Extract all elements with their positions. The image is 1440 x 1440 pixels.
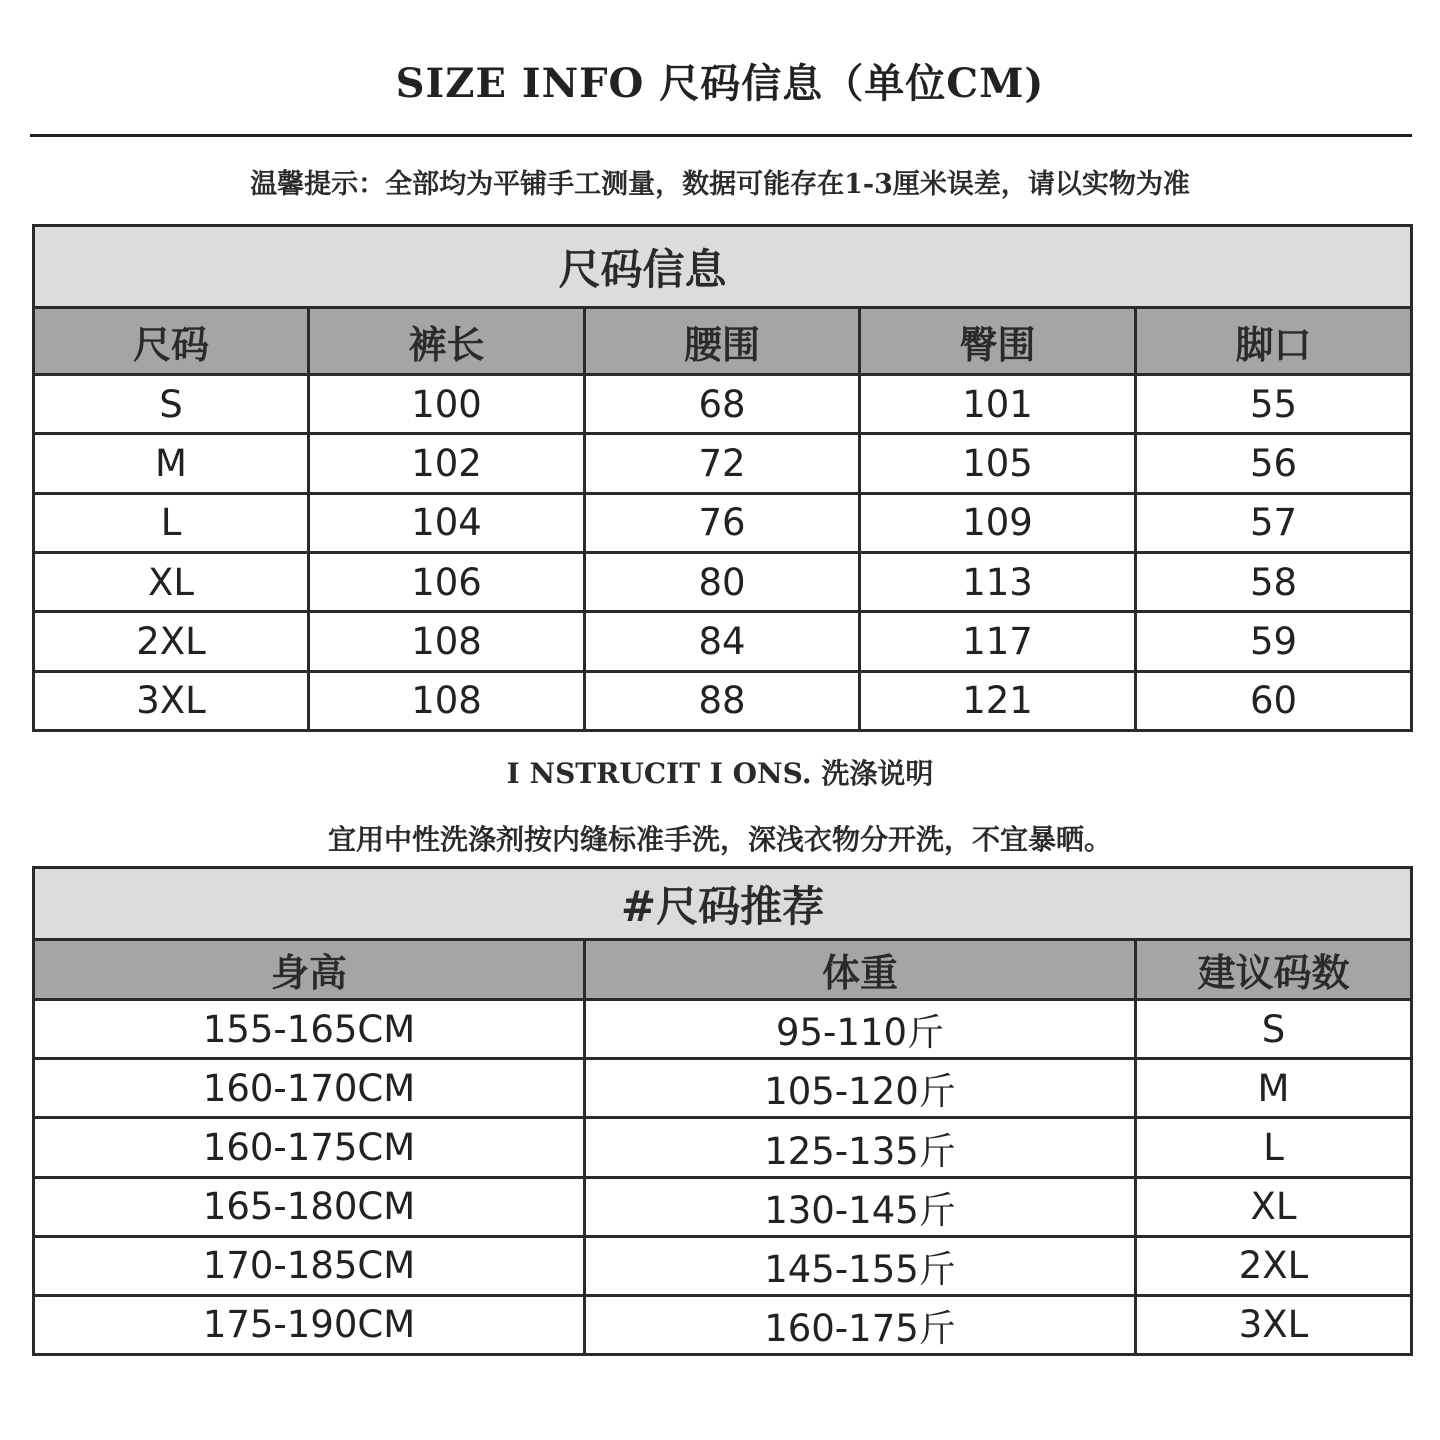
table-row [34, 671, 1412, 730]
hip-cell: 121 [860, 671, 1136, 730]
suggested-size-cell: 2XL [1136, 1236, 1412, 1295]
header-pants-length: 裤长 [309, 308, 585, 374]
height-cell: 170-185CM [34, 1236, 585, 1295]
suggested-size-cell: M [1136, 1059, 1412, 1118]
size-cell: 3XL [34, 671, 309, 730]
title-divider [30, 134, 1412, 137]
height-cell: 160-170CM [34, 1059, 585, 1118]
hip-cell: 113 [860, 552, 1136, 611]
leg-opening-cell: 56 [1136, 434, 1412, 493]
table-row [34, 552, 1412, 611]
table-row [34, 493, 1412, 552]
waist-cell: 76 [585, 493, 860, 552]
height-cell: 165-180CM [34, 1177, 585, 1236]
hip-cell: 101 [860, 374, 1136, 433]
waist-cell: 72 [585, 434, 860, 493]
waist-cell: 80 [585, 552, 860, 611]
size-info-table [32, 224, 1413, 732]
weight-cell: 130-145斤 [585, 1177, 1136, 1236]
pants-length-cell: 104 [309, 493, 585, 552]
header-height: 身高 [34, 940, 585, 1000]
pants-length-cell: 106 [309, 552, 585, 611]
size-cell: L [34, 493, 309, 552]
header-leg-opening: 脚口 [1136, 308, 1412, 374]
leg-opening-cell: 57 [1136, 493, 1412, 552]
weight-cell: 145-155斤 [585, 1236, 1136, 1295]
hip-cell: 105 [860, 434, 1136, 493]
leg-opening-cell: 58 [1136, 552, 1412, 611]
size-cell: S [34, 374, 309, 433]
page-title: SIZE INFO 尺码信息（单位CM) [395, 60, 1045, 107]
height-cell: 160-175CM [34, 1118, 585, 1177]
pants-length-cell: 100 [309, 374, 585, 433]
waist-cell: 88 [585, 671, 860, 730]
header-size: 尺码 [34, 308, 309, 374]
size-cell: 2XL [34, 612, 309, 671]
table-row [34, 434, 1412, 493]
measurement-tip: 温馨提示：全部均为平铺手工测量，数据可能存在1-3厘米误差，请以实物为准 [250, 169, 1190, 200]
table-row [34, 612, 1412, 671]
table-row [34, 1000, 1412, 1059]
pants-length-cell: 102 [309, 434, 585, 493]
weight-cell: 125-135斤 [585, 1118, 1136, 1177]
table-row [34, 374, 1412, 433]
size-cell: M [34, 434, 309, 493]
table-row [34, 1177, 1412, 1236]
table-row [34, 1059, 1412, 1118]
table-row [34, 1236, 1412, 1295]
instructions-heading: I NSTRUCIT I ONS. 洗涤说明 [506, 757, 934, 790]
waist-cell: 68 [585, 374, 860, 433]
height-cell: 175-190CM [34, 1295, 585, 1354]
height-cell: 155-165CM [34, 1000, 585, 1059]
table-row [34, 1295, 1412, 1354]
leg-opening-cell: 59 [1136, 612, 1412, 671]
table-row [34, 1118, 1412, 1177]
header-suggested-size: 建议码数 [1136, 940, 1412, 1000]
header-hip: 臀围 [860, 308, 1136, 374]
washing-instructions: 宜用中性洗涤剂按内缝标准手洗，深浅衣物分开洗，不宜暴晒。 [327, 823, 1112, 856]
suggested-size-cell: XL [1136, 1177, 1412, 1236]
suggested-size-cell: L [1136, 1118, 1412, 1177]
hip-cell: 117 [860, 612, 1136, 671]
pants-length-cell: 108 [309, 671, 585, 730]
pants-length-cell: 108 [309, 612, 585, 671]
weight-cell: 95-110斤 [585, 1000, 1136, 1059]
size-cell: XL [34, 552, 309, 611]
size-recommendation-table [32, 866, 1413, 1356]
weight-cell: 105-120斤 [585, 1059, 1136, 1118]
leg-opening-cell: 55 [1136, 374, 1412, 433]
recommend-table-caption: #尺码推荐 [34, 868, 1412, 940]
hip-cell: 109 [860, 493, 1136, 552]
header-waist: 腰围 [585, 308, 860, 374]
waist-cell: 84 [585, 612, 860, 671]
weight-cell: 160-175斤 [585, 1295, 1136, 1354]
suggested-size-cell: S [1136, 1000, 1412, 1059]
header-weight: 体重 [585, 940, 1136, 1000]
size-table-caption [34, 226, 1412, 308]
size-table-caption-text: 尺码信息 [558, 244, 727, 294]
suggested-size-cell: 3XL [1136, 1295, 1412, 1354]
leg-opening-cell: 60 [1136, 671, 1412, 730]
